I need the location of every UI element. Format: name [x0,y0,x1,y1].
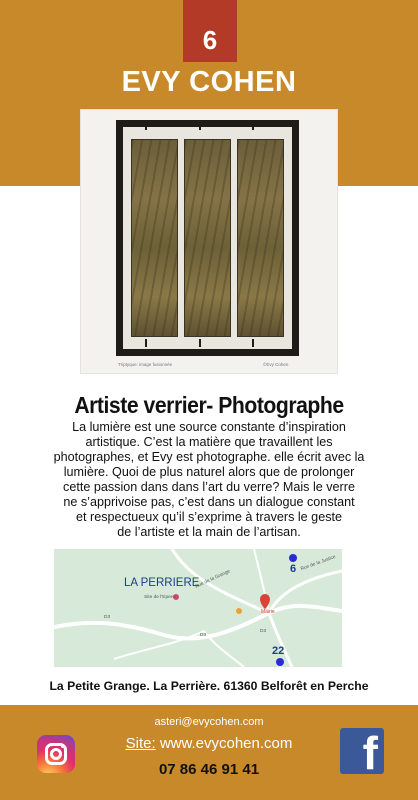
glass-panel-center [184,139,231,337]
photo-caption-left: Triptyque: image fusionnée [118,362,173,367]
map-road-label: D3 [104,615,111,620]
bio-line: de l’artiste et la main de l’artisan. [117,525,301,539]
triptych-artwork [116,120,299,356]
hanging-hook [252,339,254,347]
number-badge [183,0,237,62]
artist-number: 6 [202,25,218,55]
bio-line: et respectueux qu’il s’exprime à travers le geste [76,510,342,524]
hanging-hook [252,122,254,130]
hanging-hook [199,339,201,347]
map-roads [54,549,342,667]
bio-line: ne s’apprivoise pas, c’est dans un dialogue constant [63,495,355,509]
map-town-label: LA PERRIERE [124,577,200,589]
hanging-hook [199,122,201,130]
map-marker-6: 6 [290,563,297,575]
bio-text [50,420,368,540]
map-road-label: Rue de la Grange [194,569,232,590]
glass-panel-right [237,139,284,337]
photo-caption-right: ©Evy Cohen [263,362,289,367]
map-road-label: Rue de la Justice [300,554,337,573]
facebook-icon[interactable] [340,728,384,774]
hanging-hook [145,122,147,130]
subtitle: Artiste verrier- Photographe [74,392,344,418]
bio-line: photographes, et Evy est photographe. elle écrit avec la [53,450,365,464]
map-road-label: D3 [200,633,207,638]
instagram-icon-lens [50,748,62,760]
hanging-hook [145,339,147,347]
facebook-glyph: f [362,728,378,774]
map-road-label: D3 [260,629,267,634]
artist-name: EVY COHEN [121,66,297,98]
website-label: Site: [125,735,156,752]
address: La Petite Grange. La Perrière. 61360 Belforêt en Perche [49,679,369,693]
website-url[interactable]: www.evycohen.com [159,735,293,752]
phone-number[interactable]: 07 86 46 91 41 [158,761,260,778]
email-link[interactable]: asteri@evycohen.com [154,716,264,728]
bio-line: artistique. C’est la matière que travaillent les [85,435,333,449]
location-map[interactable] [54,549,342,667]
instagram-icon[interactable] [37,735,75,773]
map-mairie-label: Mairie [261,609,275,615]
instagram-icon-dot [61,745,64,748]
bio-line: La lumière est une source constante d’inspiration [72,420,346,434]
map-site-label: Site de l'Eperon [144,595,178,600]
bio-line: lumière. Quoi de plus naturel alors que de prolonger [63,465,355,479]
map-marker-22: 22 [272,645,285,657]
bio-line: cette passion dans dans l’art du verre? Mais le verre [63,480,355,494]
glass-panel-left [131,139,178,337]
